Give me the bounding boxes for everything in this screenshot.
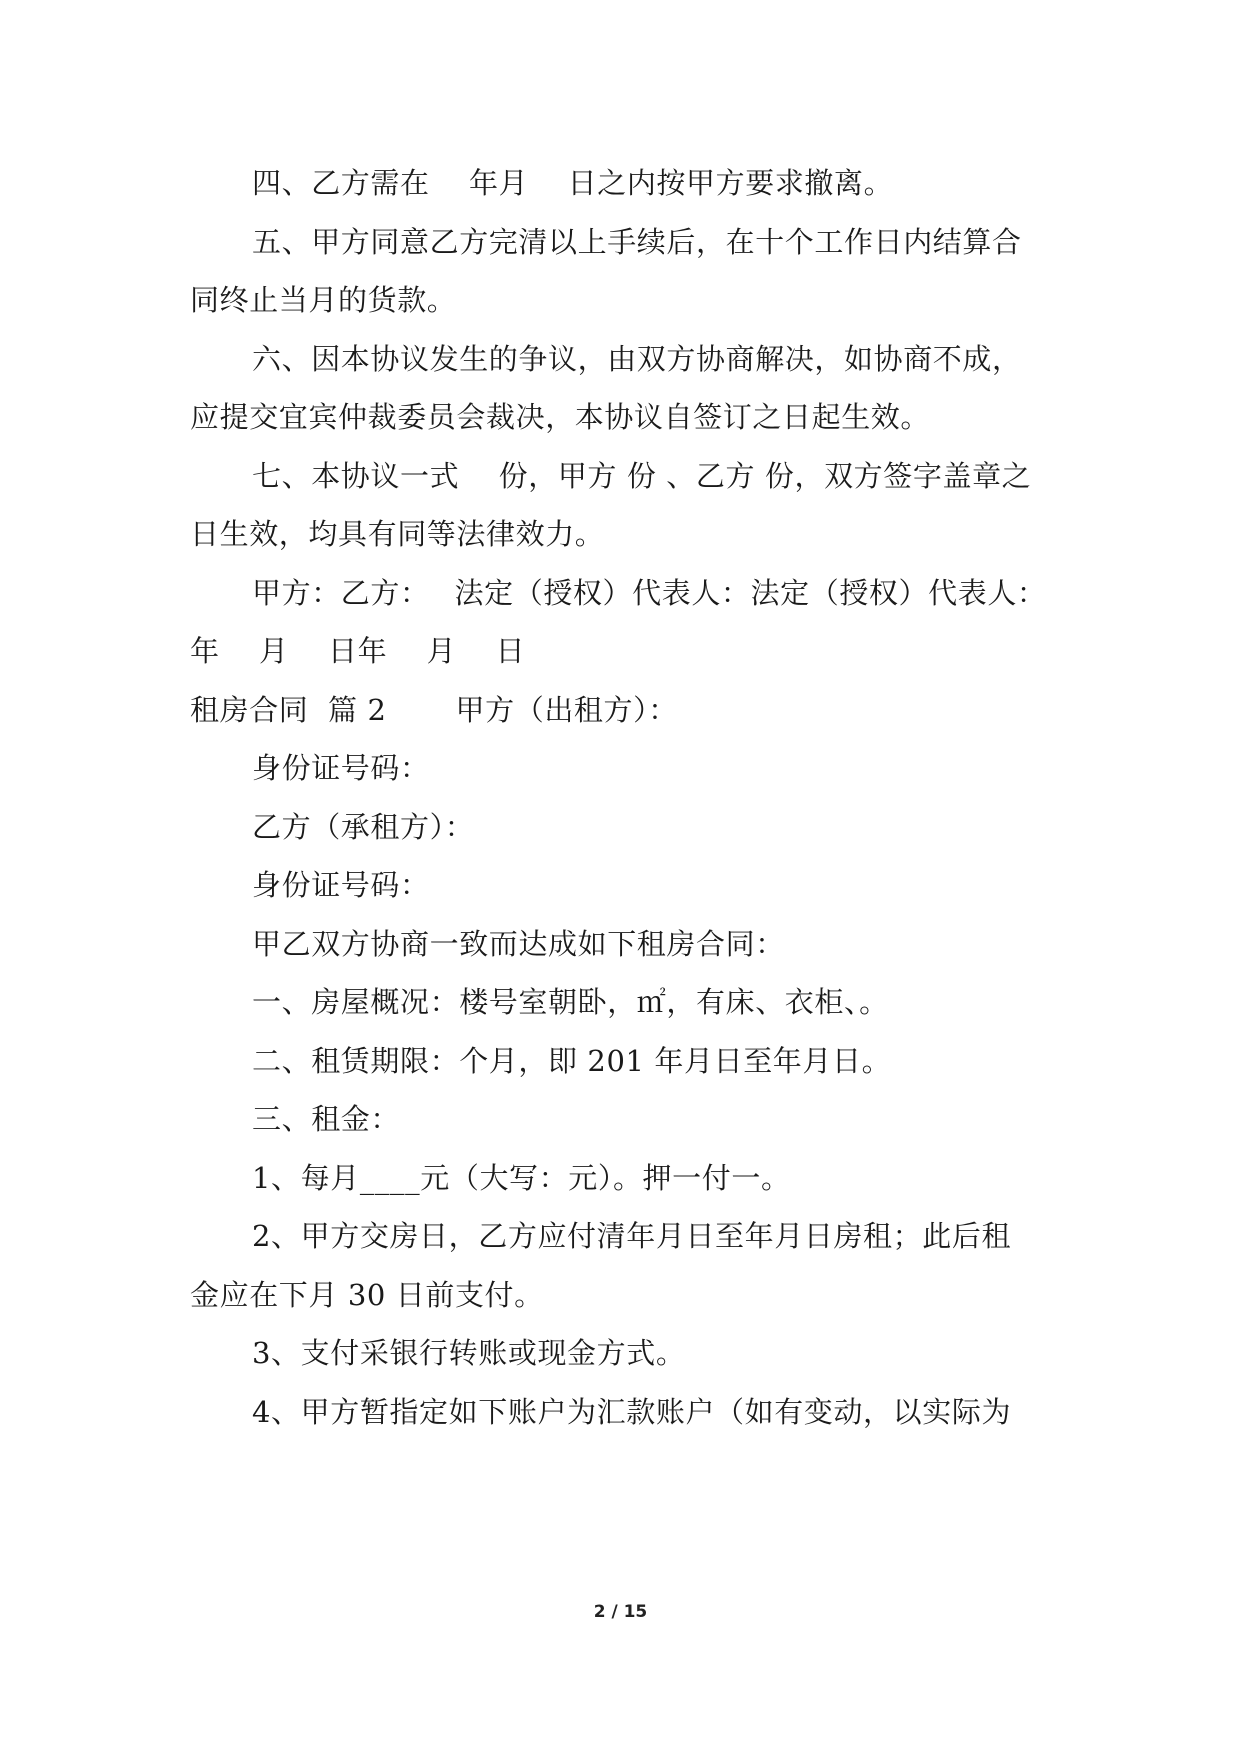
clause-4-line-1: 四、乙方需在 年月 日之内按甲方要求撤离。 [252, 166, 894, 200]
signature-parties-line: 甲方：乙方： 法定（授权）代表人：法定（授权）代表人： [252, 576, 1047, 610]
rent-item-2-line-2: 金应在下月 30 日前支付。 [190, 1278, 544, 1312]
lessee-line: 乙方（承租方）： [252, 810, 475, 844]
lessor-id-line: 身份证号码： [252, 751, 430, 785]
contract-2-heading: 租房合同 篇 2 甲方（出租方）： [190, 693, 678, 727]
clause-6-line-1: 六、因本协议发生的争议，由双方协商解决，如协商不成， [252, 342, 1022, 376]
house-overview-line: 一、房屋概况：楼号室朝卧，㎡，有床、衣柜、。 [252, 985, 889, 1019]
clause-6-line-2: 应提交宜宾仲裁委员会裁决，本协议自签订之日起生效。 [190, 400, 931, 434]
rent-heading-line: 三、租金： [252, 1102, 401, 1136]
rent-item-2-line-1: 2、甲方交房日，乙方应付清年月日至年月日房租；此后租 [252, 1219, 1012, 1253]
lease-term-line: 二、租赁期限：个月，即 201 年月日至年月日。 [252, 1044, 892, 1078]
rent-item-4-line: 4、甲方暂指定如下账户为汇款账户（如有变动，以实际为 [252, 1395, 1012, 1429]
clause-5-line-1: 五、甲方同意乙方完清以上手续后，在十个工作日内结算合 [252, 225, 1022, 259]
page-number: 2 / 15 [593, 1602, 648, 1622]
clause-5-line-2: 同终止当月的货款。 [190, 283, 457, 317]
lessee-id-line: 身份证号码： [252, 868, 430, 902]
clause-7-line-1: 七、本协议一式 份，甲方 份 、乙方 份，双方签字盖章之 [252, 459, 1032, 493]
rent-item-3-line: 3、支付采银行转账或现金方式。 [252, 1336, 686, 1370]
signature-date-line: 年 月 日年 月 日 [190, 634, 526, 668]
clause-7-line-2: 日生效，均具有同等法律效力。 [190, 517, 605, 551]
agreement-intro-line: 甲乙双方协商一致而达成如下租房合同： [252, 927, 785, 961]
rent-item-1-line: 1、每月____元（大写：元）。押一付一。 [252, 1161, 791, 1195]
